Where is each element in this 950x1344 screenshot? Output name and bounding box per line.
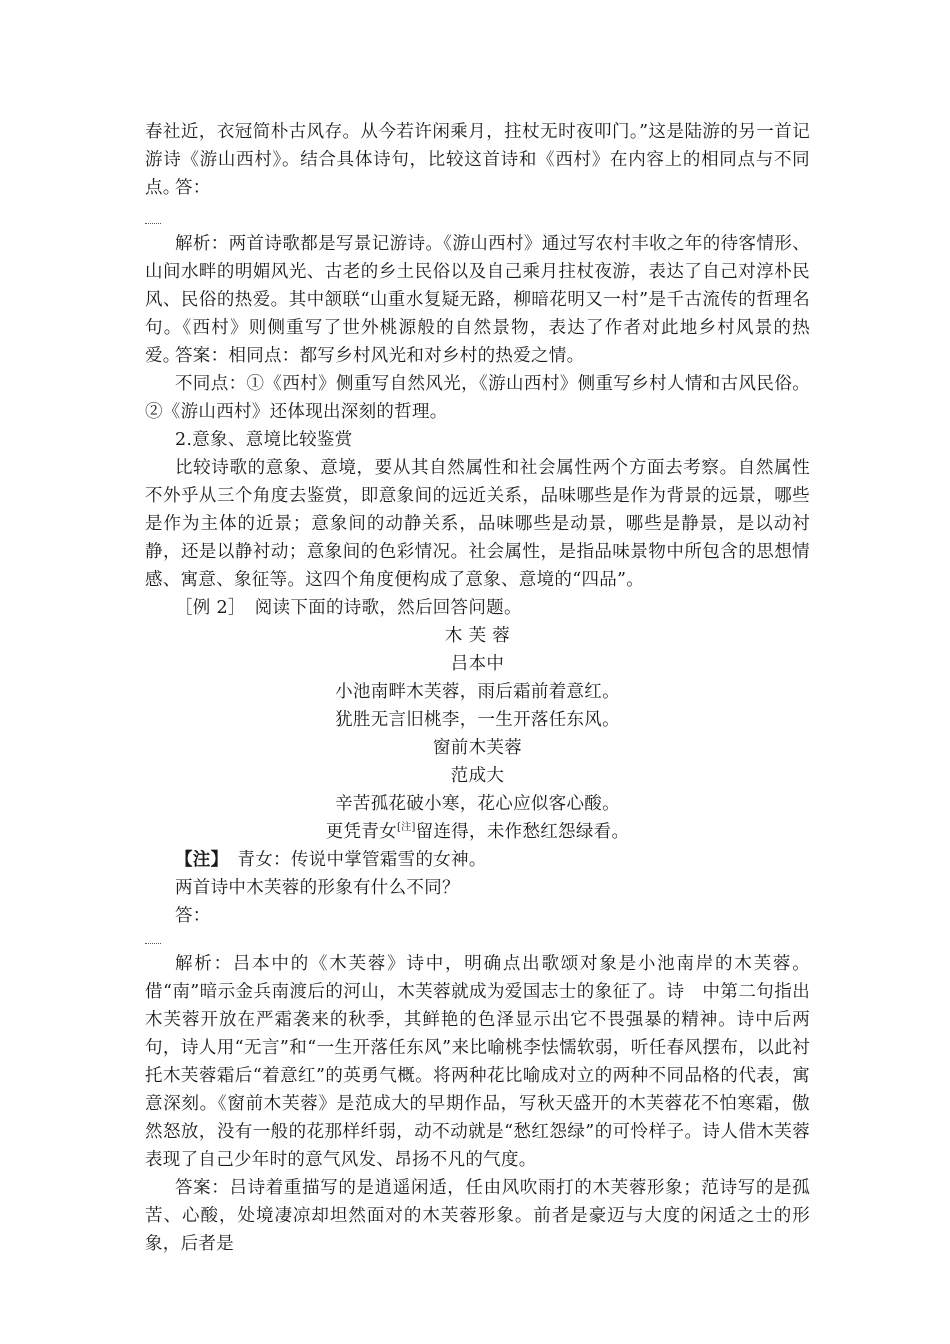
answer-prompt-1: 答： <box>175 178 211 198</box>
footnote-marker: [注] <box>396 822 416 833</box>
poem-2-title: 窗前木芙蓉 <box>433 738 522 758</box>
poem-1-line-2: 犹胜无言旧桃李，一生开落任东风。 <box>335 710 620 730</box>
analysis-1: 解析：两首诗歌都是写景记游诗。《游山西村》通过写农村丰收之年的待客情形、山间水畔的明媚风光、古老的乡土民俗以及自己乘月拄杖夜游，表达了自己对淳朴民风、民俗的热爱。其中颔联“山重水复疑无路，柳暗花明又一村”是千古流传的哲理名句。《西村》则侧重写了世外桃源般的自然景物，表达了作者对此地乡村风景的热爱。 <box>145 234 810 366</box>
footnote-tag: 【注】 <box>175 850 220 870</box>
footnote-text: 青女：传说中掌管霜雪的女神。 <box>219 850 487 870</box>
answer-1-different: 不同点：①《西村》侧重写自然风光，《游山西村》侧重写乡村人情和古风民俗。②《游山西村》还体现出深刻的哲理。 <box>145 374 810 422</box>
answer-line-1 <box>145 223 161 224</box>
poem-2-author: 范成大 <box>450 766 505 786</box>
poem-2-line-2 <box>145 818 810 846</box>
answer-prompt-2: 答： <box>175 906 211 926</box>
poem-1-author: 吕本中 <box>450 654 505 674</box>
poem-2-line-2-start: 更凭青女 <box>325 822 397 842</box>
section-2-body: 比较诗歌的意象、意境，要从其自然属性和社会属性两个方面去考察。自然属性不外乎从三个角度去鉴赏，即意象间的远近关系，品味哪些是作为背景的远景，哪些是作为主体的近景；意象间的动静关系，品味哪些是动景，哪些是静景，是以动衬静，还是以静衬动；意象间的色彩情况。社会属性，是指品味景物中所包含的思想情感、寓意、象征等。这四个角度便构成了意象、意境的“四品”。 <box>145 458 810 590</box>
question-1-continued: 春社近，衣冠简朴古风存。从今若许闲乘月，拄杖无时夜叩门。”这是陆游的另一首记游诗《游山西村》。结合具体诗句，比较这首诗和《西村》在内容上的相同点与不同点。 <box>145 122 810 198</box>
poem-1-line-1: 小池南畔木芙蓉，雨后霜前着意红。 <box>335 682 620 702</box>
answer-1-same: 答案：相同点：都写乡村风光和对乡村的热爱之情。 <box>175 346 585 366</box>
poem-2-line-1: 辛苦孤花破小寒，花心应似客心酸。 <box>335 794 620 814</box>
example-2-heading: ［例 2］ 阅读下面的诗歌，然后回答问题。 <box>175 598 522 618</box>
question-2: 两首诗中木芙蓉的形象有什么不同？ <box>175 878 460 898</box>
analysis-2: 解析：吕本中的《木芙蓉》诗中，明确点出歌颂对象是小池南岸的木芙蓉。借“南”暗示金兵南渡后的河山，木芙蓉就成为爱国志士的象征了。诗 中第二句指出木芙蓉开放在严霜袭来的秋季，其鲜艳的色泽显示出它不畏强暴的精神。诗中后两句，诗人用“无言”和“一生开落任东风”来比喻桃李怯懦软弱，听任春风摆布，以此衬托木芙蓉霜后“着意红”的英勇气概。将两种花比喻成对立的两种不同品格的代表，寓意深刻。《窗前木芙蓉》是范成大的早期作品，写秋天盛开的木芙蓉花不怕寒霜，傲然怒放，没有一般的花那样纤弱，动不动就是“愁红怨绿”的可怜样子。诗人借木芙蓉表现了自己少年时的意气风发、昂扬不凡的气度。 <box>145 954 810 1170</box>
section-2-title: 2.意象、意境比较鉴赏 <box>175 430 353 450</box>
poem-1-title: 木 芙 蓉 <box>444 626 511 646</box>
footnote <box>175 846 810 874</box>
poem-2-line-2-end: 留连得，未作愁红怨绿看。 <box>415 822 630 842</box>
answer-2: 答案：吕诗着重描写的是逍遥闲适，任由风吹雨打的木芙蓉形象；范诗写的是孤苦、心酸，处境凄凉却坦然面对的木芙蓉形象。前者是豪迈与大度的闲适之士的形象，后者是 <box>145 1178 810 1254</box>
answer-line-2 <box>145 943 161 944</box>
